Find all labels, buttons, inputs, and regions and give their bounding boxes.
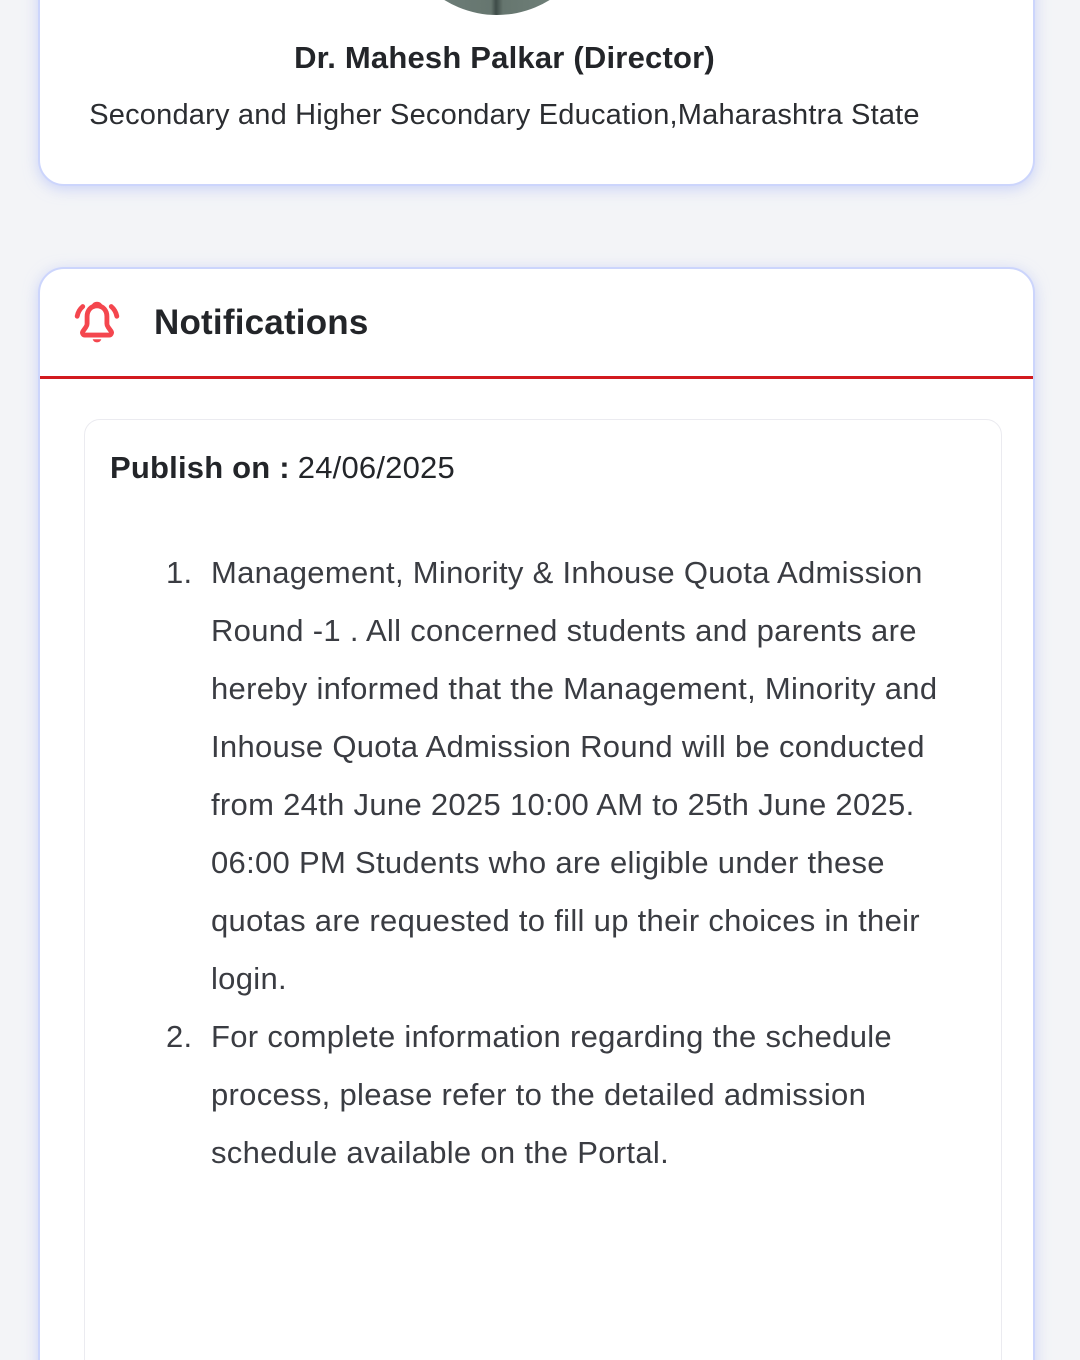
publish-date: 24/06/2025 <box>297 450 455 485</box>
notification-item <box>166 1008 971 1182</box>
profile-card <box>38 0 1035 186</box>
notification-bell-icon <box>68 294 126 352</box>
profile-department: Secondary and Higher Secondary Education,Maharashtra State <box>89 99 920 131</box>
item-number: 2. <box>166 1019 193 1054</box>
profile-name: Dr. Mahesh Palkar (Director) <box>294 40 715 75</box>
item-text: Management, Minority & Inhouse Quota Admission Round -1 . All concerned students and parents are hereby informed that the Management, Minority and Inhouse Quota Admission Round will be conducted from 24th June 2025 10:00 AM to 25th June 2025. 06:00 PM Students who are eligible under these quotas are requested to fill up their choices in their login. <box>211 555 938 996</box>
avatar <box>397 0 597 15</box>
item-number: 1. <box>166 555 193 590</box>
red-divider <box>40 376 1033 379</box>
notifications-header <box>40 269 1033 376</box>
publish-row <box>110 450 977 486</box>
notifications-card <box>38 267 1035 1360</box>
item-text: For complete information regarding the schedule process, please refer to the detailed admission schedule available on the Portal. <box>211 1019 892 1170</box>
publish-label: Publish on : <box>110 450 290 485</box>
notification-list <box>166 544 971 1182</box>
notifications-title: Notifications <box>154 302 369 342</box>
notification-panel <box>84 419 1002 1360</box>
notification-item <box>166 544 971 1008</box>
